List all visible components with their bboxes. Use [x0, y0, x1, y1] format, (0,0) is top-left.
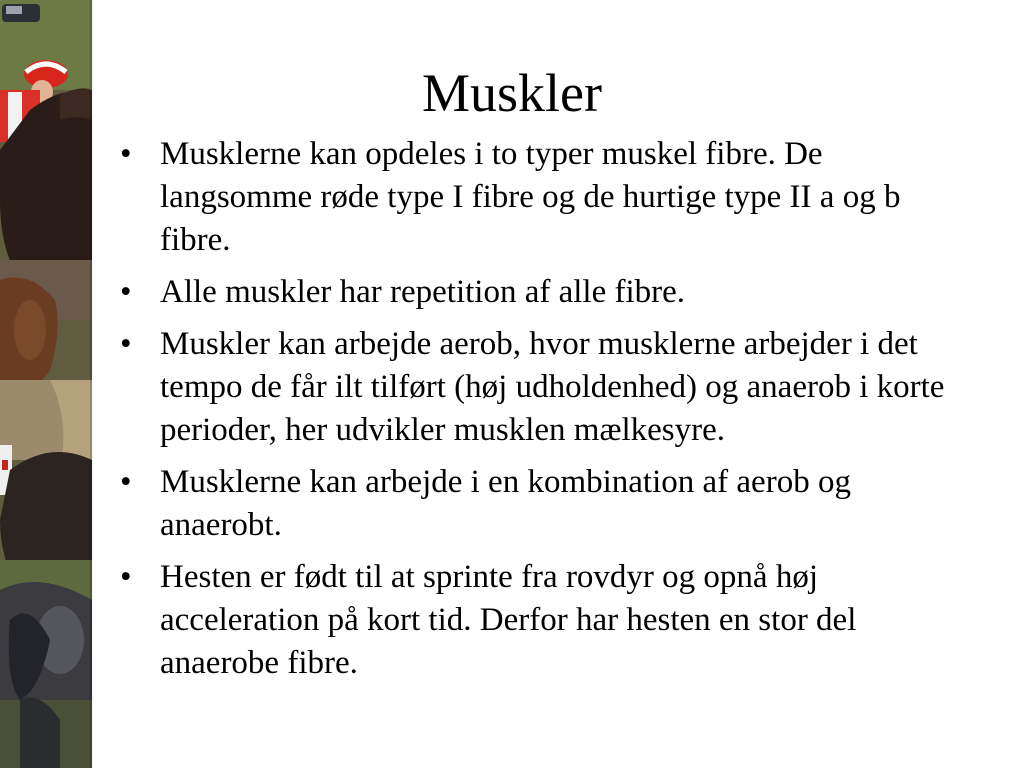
- bullet-dot: •: [120, 274, 132, 310]
- bullet-item: [118, 323, 978, 452]
- bullet-item: [118, 461, 978, 547]
- bullet-text: Hesten er født til at sprinte fra rovdyr og opnå høj acceleration på kort tid. Derfor har hesten en stor del anaerobe fibre.: [160, 559, 857, 681]
- bullet-dot: •: [120, 464, 132, 500]
- bullet-dot: •: [120, 326, 132, 362]
- bullet-text: Musklerne kan opdeles i to typer muskel fibre. De langsomme røde type I fibre og de hurtige type II a og b fibre.: [160, 136, 901, 258]
- bullet-item: [118, 271, 978, 314]
- bullet-item: [118, 556, 978, 685]
- bullet-dot: •: [120, 559, 132, 595]
- slide-title: Muskler: [422, 63, 602, 123]
- bullet-item: [118, 133, 978, 262]
- bullet-text: Muskler kan arbejde aerob, hvor musklerne arbejder i det tempo de får ilt tilført (høj udholdenhed) og anaerob i korte perioder, her udvikler musklen mælkesyre.: [160, 326, 945, 448]
- bullet-list: [118, 133, 978, 694]
- bullet-dot: •: [120, 136, 132, 172]
- bullet-text: Alle muskler har repetition af alle fibre.: [160, 274, 686, 310]
- bullet-text: Musklerne kan arbejde i en kombination af aerob og anaerobt.: [160, 464, 851, 543]
